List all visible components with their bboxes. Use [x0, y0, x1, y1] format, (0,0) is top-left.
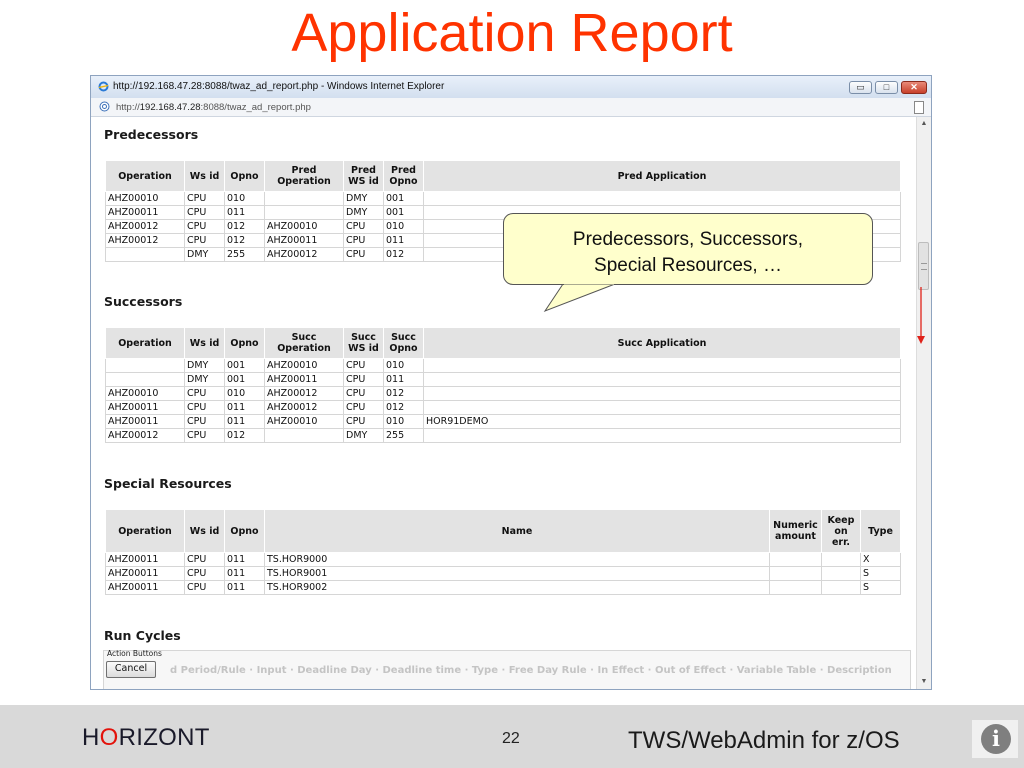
- page-number: 22: [502, 730, 520, 747]
- table-cell: 255: [384, 429, 424, 443]
- table-cell: [424, 192, 901, 206]
- scroll-down-arrow-icon: [917, 287, 925, 345]
- successors-heading: Successors: [104, 294, 183, 309]
- url-host: 192.168.47.28: [139, 102, 201, 113]
- table-cell: [424, 429, 901, 443]
- header-line: Numeric: [773, 520, 818, 531]
- table-row: [106, 429, 901, 443]
- url-path: :8088/twaz_ad_report.php: [200, 102, 311, 113]
- table-cell: 010: [384, 359, 424, 373]
- table-cell: 012: [225, 234, 265, 248]
- table-cell: [822, 581, 861, 595]
- slide-footer: [0, 705, 1024, 768]
- address-bar[interactable]: [91, 98, 931, 117]
- table-row: [106, 373, 901, 387]
- table-cell: CPU: [185, 429, 225, 443]
- page-url-icon: [99, 101, 110, 112]
- table-cell: AHZ00012: [106, 429, 185, 443]
- table-cell: [424, 401, 901, 415]
- header-line: Opno: [389, 343, 418, 354]
- table-cell: 010: [225, 387, 265, 401]
- table-cell: AHZ00011: [265, 234, 344, 248]
- table-cell: AHZ00011: [106, 553, 185, 567]
- header-line: Opno: [389, 176, 418, 187]
- header-line: Succ: [351, 332, 376, 343]
- table-cell: CPU: [344, 373, 384, 387]
- table-cell: CPU: [185, 401, 225, 415]
- table-cell: CPU: [185, 234, 225, 248]
- table-cell: DMY: [344, 206, 384, 220]
- table-cell: 255: [225, 248, 265, 262]
- table-cell: 012: [384, 248, 424, 262]
- table-cell: CPU: [185, 567, 225, 581]
- header-line: Pred: [391, 165, 416, 176]
- table-cell: CPU: [185, 220, 225, 234]
- table-cell: S: [861, 581, 901, 595]
- table-cell: CPU: [185, 415, 225, 429]
- table-cell: [265, 206, 344, 220]
- minimize-button[interactable]: [849, 81, 872, 94]
- table-cell: DMY: [185, 373, 225, 387]
- info-icon: i: [981, 724, 1011, 754]
- table-cell: CPU: [344, 220, 384, 234]
- header-line: Succ: [391, 332, 416, 343]
- table-cell: TS.HOR9001: [265, 567, 770, 581]
- info-button[interactable]: [972, 720, 1018, 758]
- column-header: [265, 161, 344, 192]
- table-cell: 011: [384, 373, 424, 387]
- table-cell: TS.HOR9000: [265, 553, 770, 567]
- maximize-icon: □: [883, 82, 890, 92]
- header-line: Pred: [351, 165, 376, 176]
- logo-part: O: [99, 724, 119, 751]
- table-cell: HOR91DEMO: [424, 415, 901, 429]
- header-line: Keep: [827, 514, 855, 526]
- header-line: Operation: [277, 343, 331, 354]
- table-cell: [770, 553, 822, 567]
- table-cell: 011: [225, 553, 265, 567]
- table-cell: 001: [225, 359, 265, 373]
- browser-window: [90, 75, 932, 690]
- predecessors-heading: Predecessors: [104, 127, 199, 142]
- table-cell: AHZ00012: [265, 248, 344, 262]
- table-cell: AHZ00011: [106, 415, 185, 429]
- grip-icon: [921, 263, 927, 270]
- table-cell: AHZ00011: [265, 373, 344, 387]
- table-cell: [822, 567, 861, 581]
- table-cell: AHZ00010: [106, 387, 185, 401]
- maximize-button[interactable]: [875, 81, 898, 94]
- column-header: Pred Application: [424, 161, 901, 192]
- url-prefix: http://: [116, 102, 140, 113]
- table-cell: TS.HOR9002: [265, 581, 770, 595]
- column-header: Opno: [225, 510, 265, 553]
- table-cell: X: [861, 553, 901, 567]
- column-header: Operation: [106, 328, 185, 359]
- table-cell: AHZ00010: [265, 220, 344, 234]
- column-header: Operation: [106, 161, 185, 192]
- table-cell: [106, 359, 185, 373]
- callout-line: Predecessors, Successors,: [572, 229, 804, 250]
- scroll-up-icon[interactable]: ▲: [920, 120, 928, 127]
- table-cell: 011: [225, 401, 265, 415]
- table-cell: CPU: [344, 248, 384, 262]
- table-row: [106, 567, 901, 581]
- column-header: Name: [265, 510, 770, 553]
- header-line: Succ: [291, 332, 317, 343]
- header-line: WS id: [348, 343, 379, 354]
- vertical-scrollbar[interactable]: [916, 117, 931, 689]
- table-cell: 012: [225, 220, 265, 234]
- cancel-button[interactable]: Cancel: [106, 661, 156, 678]
- column-header: Ws id: [185, 161, 225, 192]
- callout-text: [503, 227, 873, 279]
- minimize-icon: ▭: [856, 82, 865, 92]
- table-cell: 001: [225, 373, 265, 387]
- column-header: [384, 161, 424, 192]
- column-header: [344, 328, 384, 359]
- table-row: [106, 553, 901, 567]
- header-line: err.: [831, 536, 851, 548]
- close-button[interactable]: [901, 81, 927, 94]
- table-cell: 011: [225, 415, 265, 429]
- table-cell: [265, 429, 344, 443]
- column-header: [265, 328, 344, 359]
- table-row: [106, 192, 901, 206]
- internet-explorer-icon: [98, 81, 109, 92]
- table-cell: [822, 553, 861, 567]
- table-cell: 011: [225, 567, 265, 581]
- browser-titlebar: [91, 76, 931, 98]
- header-line: on: [834, 525, 848, 537]
- slide-title: Application Report: [291, 3, 733, 63]
- scroll-down-icon[interactable]: ▼: [920, 678, 928, 685]
- table-cell: 010: [225, 192, 265, 206]
- table-cell: CPU: [344, 415, 384, 429]
- header-line: amount: [775, 531, 816, 542]
- table-cell: CPU: [344, 387, 384, 401]
- table-cell: [770, 567, 822, 581]
- table-cell: DMY: [344, 192, 384, 206]
- table-cell: 012: [384, 401, 424, 415]
- callout-line: Special Resources, …: [594, 255, 782, 276]
- table-cell: AHZ00011: [106, 401, 185, 415]
- table-row: [106, 359, 901, 373]
- table-cell: CPU: [185, 206, 225, 220]
- table-cell: 001: [384, 206, 424, 220]
- table-cell: DMY: [185, 359, 225, 373]
- table-cell: [424, 387, 901, 401]
- table-cell: CPU: [185, 387, 225, 401]
- table-cell: AHZ00011: [106, 567, 185, 581]
- column-header: Succ Application: [424, 328, 901, 359]
- window-title: http://192.168.47.28:8088/twaz_ad_report.php - Windows Internet Explorer: [113, 81, 445, 92]
- page-content: [91, 117, 917, 689]
- table-cell: AHZ00010: [265, 415, 344, 429]
- close-icon: ✕: [910, 82, 918, 92]
- logo-part: H: [82, 724, 100, 751]
- column-header: Ws id: [185, 510, 225, 553]
- column-header: Opno: [225, 161, 265, 192]
- table-cell: CPU: [344, 401, 384, 415]
- table-cell: [265, 192, 344, 206]
- column-header: [770, 510, 822, 553]
- table-row: [106, 415, 901, 429]
- table-cell: 001: [384, 192, 424, 206]
- product-name: TWS/WebAdmin for z/OS: [628, 727, 900, 754]
- table-cell: AHZ00010: [106, 192, 185, 206]
- special-resources-heading: Special Resources: [104, 476, 232, 491]
- table-cell: [424, 373, 901, 387]
- table-cell: 010: [384, 415, 424, 429]
- table-cell: 010: [384, 220, 424, 234]
- table-cell: AHZ00010: [265, 359, 344, 373]
- column-header: Operation: [106, 510, 185, 553]
- table-cell: CPU: [185, 581, 225, 595]
- column-header: [344, 161, 384, 192]
- column-header: Type: [861, 510, 901, 553]
- column-header: Ws id: [185, 328, 225, 359]
- logo-part: RIZONT: [118, 724, 210, 751]
- table-cell: 012: [384, 387, 424, 401]
- table-cell: 011: [225, 206, 265, 220]
- action-buttons-label: Action Buttons: [107, 649, 162, 658]
- special-resources-table: [105, 509, 901, 595]
- table-cell: AHZ00012: [106, 220, 185, 234]
- table-cell: DMY: [344, 429, 384, 443]
- header-line: Pred: [291, 165, 317, 176]
- table-cell: [770, 581, 822, 595]
- table-row: [106, 387, 901, 401]
- table-cell: [424, 359, 901, 373]
- table-cell: 012: [225, 429, 265, 443]
- table-cell: AHZ00012: [265, 387, 344, 401]
- header-line: WS id: [348, 176, 379, 187]
- horizont-logo: [82, 724, 210, 752]
- run-cycles-table-header: [103, 650, 911, 689]
- table-row: [106, 581, 901, 595]
- table-cell: AHZ00012: [106, 234, 185, 248]
- column-header: [822, 510, 861, 553]
- table-cell: DMY: [185, 248, 225, 262]
- table-cell: AHZ00011: [106, 206, 185, 220]
- url-text[interactable]: [116, 102, 311, 113]
- table-cell: [106, 248, 185, 262]
- successors-table: [105, 327, 901, 443]
- table-cell: AHZ00012: [265, 401, 344, 415]
- scroll-thumb[interactable]: [918, 242, 929, 290]
- table-cell: 011: [225, 581, 265, 595]
- header-line: Operation: [277, 176, 331, 187]
- table-cell: CPU: [185, 553, 225, 567]
- run-cycles-heading: Run Cycles: [104, 628, 181, 643]
- table-cell: CPU: [185, 192, 225, 206]
- page-icon[interactable]: [914, 101, 924, 114]
- column-header: [384, 328, 424, 359]
- table-cell: CPU: [344, 359, 384, 373]
- run-cycles-columns: d Period/Rule · Input · Deadline Day · Deadline time · Type · Free Day Rule · In Effect · Out of Effect · Variable Table · Description: [170, 665, 892, 676]
- table-cell: AHZ00011: [106, 581, 185, 595]
- table-row: [106, 401, 901, 415]
- table-cell: S: [861, 567, 901, 581]
- table-cell: CPU: [344, 234, 384, 248]
- table-cell: 011: [384, 234, 424, 248]
- table-cell: [106, 373, 185, 387]
- column-header: Opno: [225, 328, 265, 359]
